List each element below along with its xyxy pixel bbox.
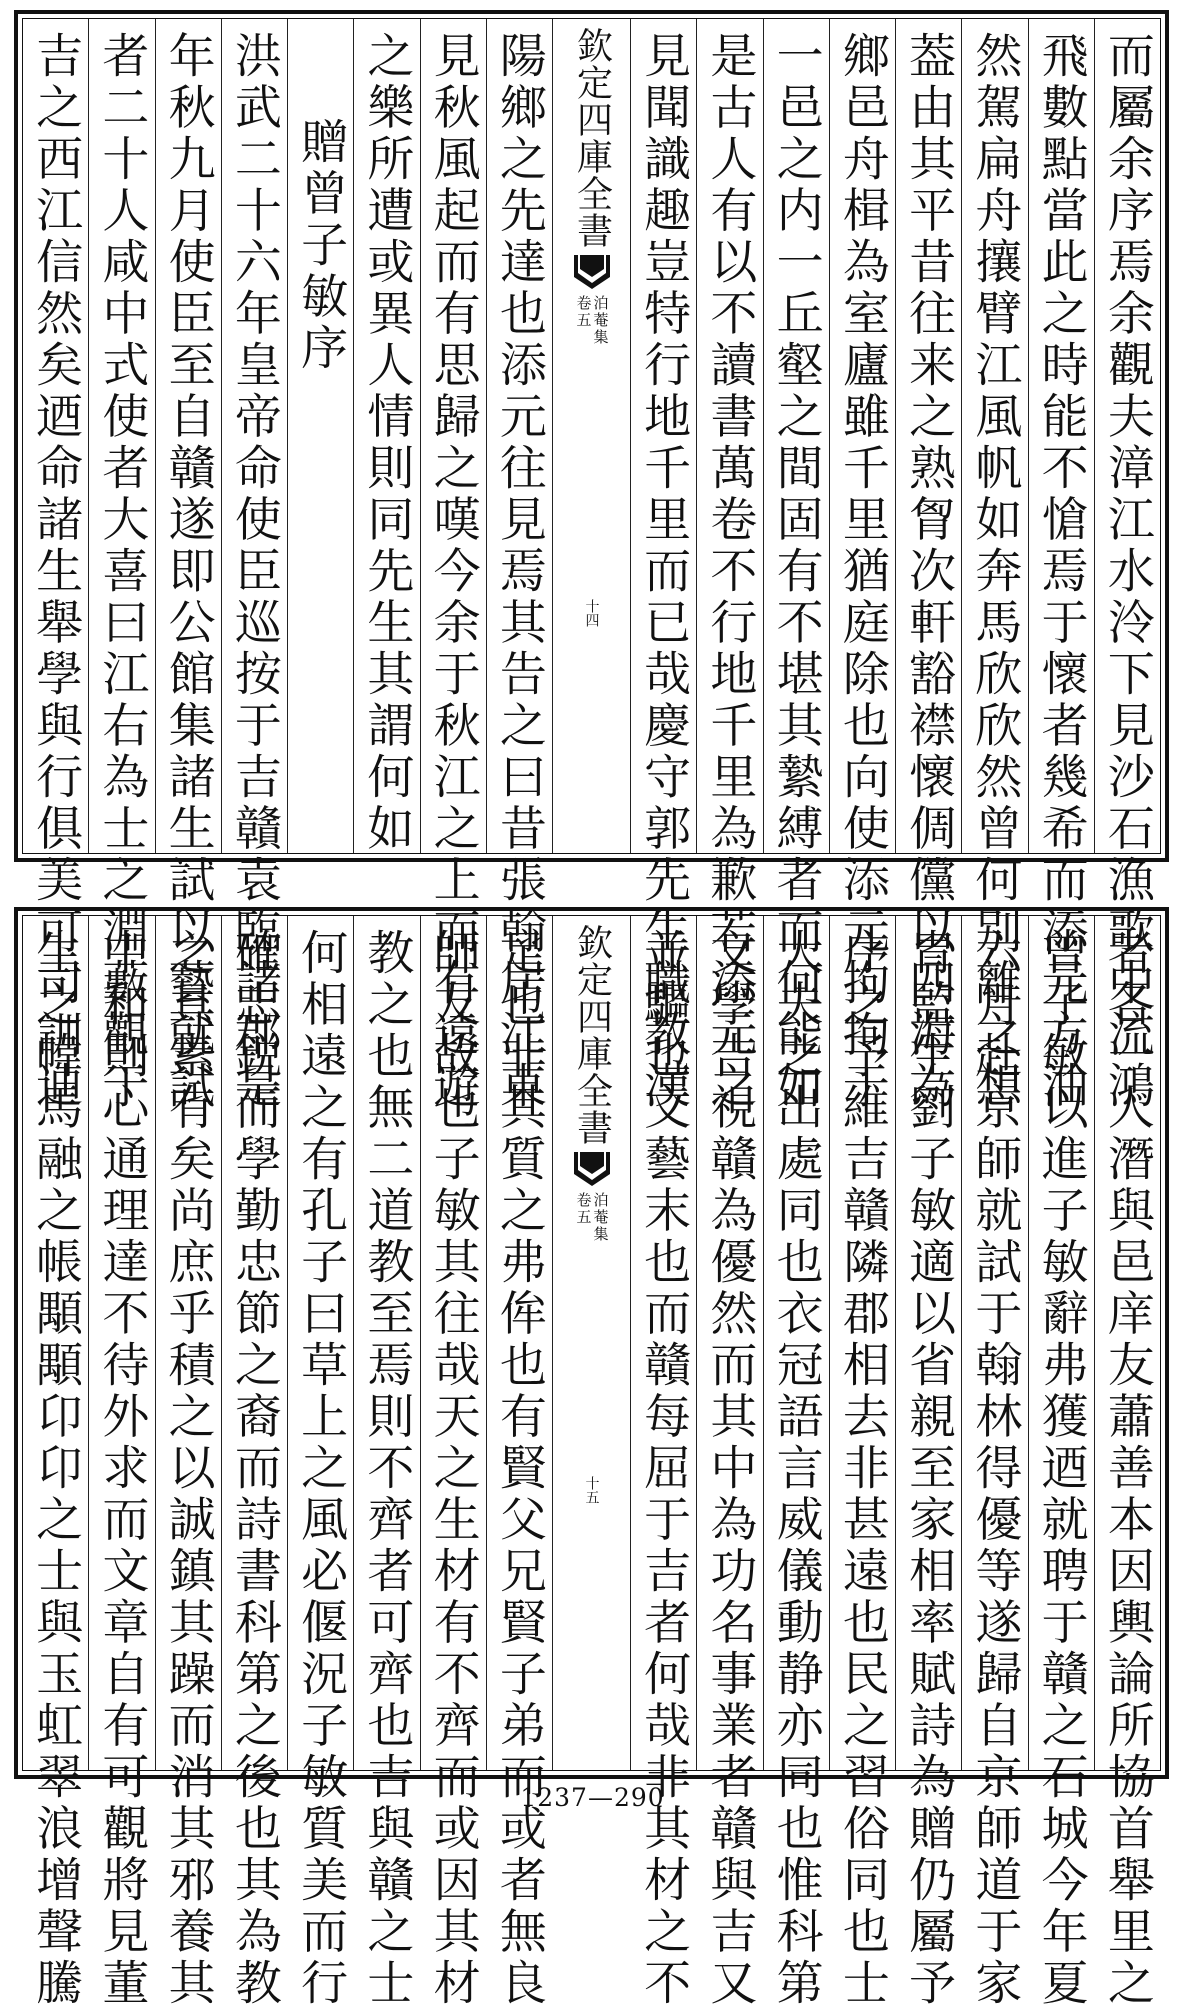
column-text: 大夫之出處同也衣冠語言威儀動静亦同也惟科第	[768, 928, 824, 2010]
column-text: 是古人有以不讀書萬卷不行地千里為歉若添元之	[702, 31, 758, 1113]
column-text: 一邑之内一丘壑之間固有不堪其縶縛者而何能如	[768, 31, 824, 1113]
column-text: 曾子敏以進子敏辭弗獲迺就聘于贛之石城今年夏	[1033, 928, 1089, 2010]
fishtail-mark-icon	[574, 1152, 610, 1186]
text-column	[630, 916, 696, 2010]
column-text: 洪武二十六年皇帝命使臣巡按于吉贛袁臨諸郡是	[226, 31, 282, 1113]
text-column	[155, 19, 221, 1113]
text-column	[961, 19, 1027, 1113]
column-text: 六月赴京師就試于翰林得優等遂歸自京師道于家	[967, 928, 1023, 2010]
text-column	[829, 916, 895, 2010]
top-page-block	[14, 10, 1169, 1113]
text-column	[23, 916, 88, 2010]
page-footer-number: 1237—290	[520, 1783, 665, 1812]
book-name: 泊菴集	[591, 295, 610, 346]
text-column	[420, 916, 486, 2010]
column-text: 之具素有矣尚庶乎積之以誠鎮其躁而消其邪養其	[160, 928, 216, 2010]
text-column	[420, 19, 486, 1113]
folio-number: 十四	[583, 599, 600, 627]
center-fold-column	[552, 19, 630, 853]
text-column	[287, 19, 353, 853]
column-text: 教之也無二道教至焉則不齊者可齊也吉與贛之士	[359, 928, 415, 2010]
column-text: 足也非其質之弗侔也有賢父兄賢子弟而或者無良	[491, 928, 547, 2010]
text-column	[353, 19, 419, 853]
column-text: 吉之西江信然矣迺命諸生舉學與行俱美可司訓迪	[28, 31, 84, 1113]
center-fold-column	[552, 916, 630, 1770]
column-text: 飛數點當此之時能不愴焉于懷者幾希而添元方油	[1033, 31, 1089, 1113]
text-column	[88, 916, 154, 2010]
column-text: 葢由其平昔往来之熟胷次軒豁襟懷倜儻以四海為	[901, 31, 957, 1113]
column-text: 年秋九月使臣至自贛遂即公館集諸生試以藝就試	[160, 31, 216, 1113]
text-column	[23, 19, 88, 1113]
book-series-title: 欽定四庫全書	[571, 27, 613, 249]
column-text: 序之予維吉贛隣郡相去非甚遠也民之習俗同也士	[834, 928, 890, 2010]
text-column	[221, 19, 287, 1113]
column-text: 文學吉視贛為優然而其中為功名事業者贛與吉又	[702, 928, 758, 2010]
volume-number: 卷五	[574, 295, 593, 329]
text-column	[763, 19, 829, 1113]
text-column	[88, 19, 154, 1113]
column-text: 者各一人潛與邑庠友蕭善本因輿論所協首舉里之	[1099, 928, 1155, 2010]
column-text: 之樂所遭或異人情則同先生其謂何如	[359, 31, 415, 855]
book-name: 泊菴集	[591, 1192, 610, 1243]
text-column	[1094, 916, 1160, 2010]
text-column	[1028, 19, 1094, 1113]
text-column	[155, 916, 221, 2010]
column-text: 鄉邑舟楫為室廬雖千里猶庭除也向使添元拘拘于	[834, 31, 890, 1113]
column-text: 冑監生劉子敏適以省親至家相率賦詩為贈仍屬予	[901, 928, 957, 2010]
text-column	[961, 916, 1027, 2010]
text-column	[696, 916, 762, 2010]
text-column	[486, 916, 552, 2010]
fishtail-mark-icon	[574, 255, 610, 289]
column-text: 陽鄉之先達也添元往見焉其告之曰昔張翰居江東	[491, 31, 547, 1113]
text-column	[486, 19, 552, 1113]
column-text: 師友故也子敏其往哉天之生材有不齊而或因其材	[425, 928, 481, 2010]
text-column	[221, 916, 287, 2010]
column-text: 生之幃馬融之帳顒顒卬卬之士與玉虹翠浪增聲騰	[28, 928, 84, 2010]
section-title: 贈曾子敏序	[293, 117, 349, 375]
text-column	[829, 19, 895, 1113]
column-text: 然駕扁舟攘臂江風帆如奔馬欣欣然曾何别離之想	[967, 31, 1023, 1113]
text-column	[630, 19, 696, 1113]
folio-number: 十五	[583, 1476, 600, 1504]
text-column	[895, 916, 961, 2010]
column-text: 見秋風起而有思歸之嘆今余于秋江之上而有遠遊	[425, 31, 481, 1113]
column-text: 何相遠之有孔子曰草上之風必偃況子敏質美而行	[293, 928, 349, 2010]
text-column	[287, 916, 353, 2010]
book-info	[576, 295, 608, 346]
column-text: 確志鋭而學勤忠節之裔而詩書科第之後也其為教	[226, 928, 282, 2010]
book-series-title: 欽定四庫全書	[571, 924, 613, 1146]
column-text: 並驅也文藝末也而贛每屈于吉者何哉非其材之不	[636, 928, 692, 2010]
text-column	[1094, 19, 1160, 1113]
column-text: 者二十人咸中式使者大喜曰江右為士之淵藪觀于	[94, 31, 150, 1113]
text-column	[763, 916, 829, 2010]
text-column	[353, 916, 419, 2010]
text-column	[1028, 916, 1094, 2010]
top-text-columns	[23, 19, 1160, 1113]
volume-number: 卷五	[574, 1192, 593, 1226]
column-text: 而屬余序焉余觀夫漳江水泠下見沙石漁歌中流鴻	[1099, 31, 1155, 1113]
column-text: 中和則心通理達不待外求而文章自有可觀將見董	[94, 928, 150, 2010]
text-column	[696, 19, 762, 1113]
column-text: 見聞識趣豈特行地千里而已哉慶守郭先生職教漢	[636, 31, 692, 1113]
book-info	[576, 1192, 608, 1243]
text-column	[895, 19, 961, 1113]
